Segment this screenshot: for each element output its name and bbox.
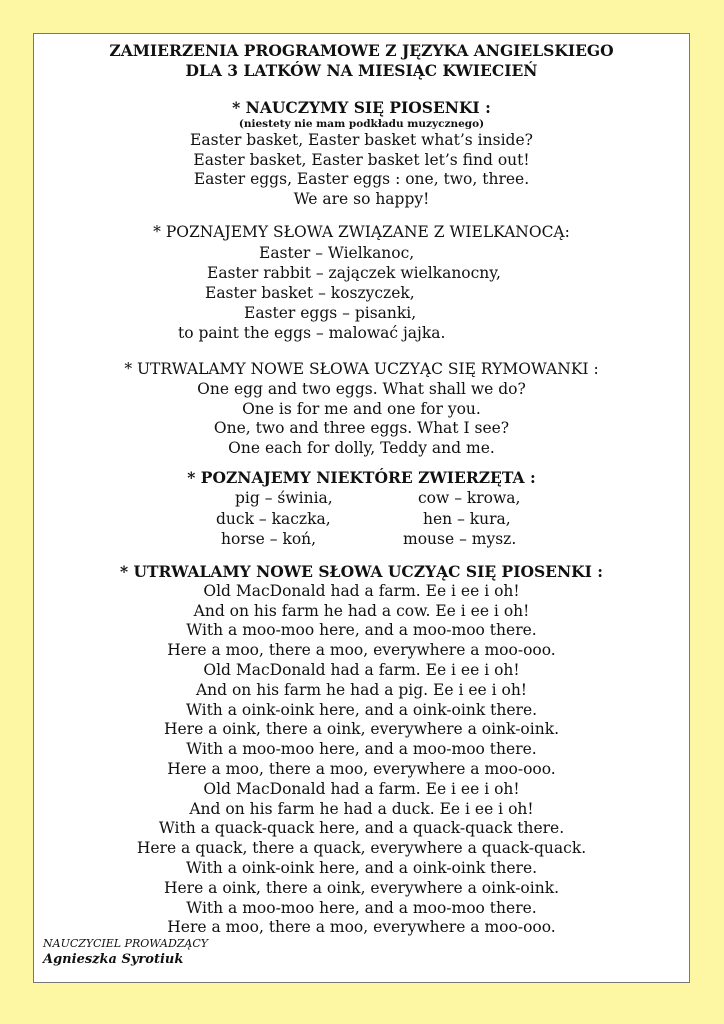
animal-item: pig – świnia, — [235, 489, 333, 507]
song-line: With a moo-moo here, and a moo-moo there. — [186, 621, 537, 640]
animal-item: hen – kura, — [423, 509, 511, 528]
song-line: And on his farm he had a duck. Ee i ee i oh! — [189, 799, 534, 818]
section-easter-vocabulary — [34, 223, 689, 342]
song-line: Here a oink, there a oink, everywhere a oink-oink. — [163, 878, 560, 897]
animal-item: horse – koń, — [221, 530, 317, 548]
song-line: Here a moo, there a moo, everywhere a moo-ooo. — [167, 641, 556, 660]
song-line: With a oink-oink here, and a oink-oink there. — [185, 858, 538, 877]
rhyme-line: One egg and two eggs. What shall we do? — [197, 379, 526, 398]
song-line: With a moo-moo here, and a moo-moo there. — [186, 898, 537, 917]
vocabulary-item: Easter basket – koszyczek, — [205, 283, 415, 302]
section-farm-song — [34, 562, 689, 938]
vocabulary-item: to paint the eggs – malować jajka. — [178, 323, 446, 342]
song-line: With a quack-quack here, and a quack-quack there. — [158, 819, 565, 838]
section-easter-song — [34, 98, 689, 210]
vocabulary-item: Easter – Wielkanoc, — [259, 243, 415, 262]
song-line: Here a moo, there a moo, everywhere a moo-ooo. — [167, 918, 556, 937]
song-line: Here a oink, there a oink, everywhere a oink-oink. — [163, 720, 560, 739]
song-line: And on his farm he had a cow. Ee i ee i oh! — [193, 601, 530, 620]
section-animals — [34, 468, 689, 548]
animal-list — [34, 488, 689, 550]
section-heading: * POZNAJEMY NIEKTÓRE ZWIERZĘTA : — [187, 468, 536, 487]
animal-row — [34, 488, 689, 509]
song-line: With a oink-oink here, and a oink-oink there. — [185, 700, 538, 719]
section-heading: * UTRWALAMY NOWE SŁOWA UCZYĄC SIĘ PIOSENKI : — [120, 562, 603, 581]
section-note: (niestety nie mam podkładu muzycznego) — [238, 117, 485, 130]
song-line: With a moo-moo here, and a moo-moo there. — [186, 740, 537, 759]
teacher-signature — [43, 937, 208, 969]
animal-item: duck – kaczka, — [216, 509, 331, 528]
vocabulary-item: Easter rabbit – zajączek wielkanocny, — [207, 263, 501, 282]
song-line: We are so happy! — [293, 190, 430, 209]
document-title-line-2: DLA 3 LATKÓW NA MIESIĄC KWIECIEŃ — [185, 61, 538, 80]
section-heading: * UTRWALAMY NOWE SŁOWA UCZYĄC SIĘ RYMOWANKI : — [124, 360, 599, 378]
animal-row — [34, 509, 689, 530]
song-line: Here a quack, there a quack, everywhere a quack-quack. — [136, 839, 587, 858]
rhyme-line: One each for dolly, Teddy and me. — [228, 439, 495, 458]
animal-item: cow – krowa, — [418, 489, 521, 507]
section-heading: * POZNAJEMY SŁOWA ZWIĄZANE Z WIELKANOCĄ: — [153, 223, 570, 241]
song-line: Easter eggs, Easter eggs : one, two, three. — [193, 170, 530, 189]
song-line: Here a moo, there a moo, everywhere a moo-ooo. — [167, 759, 556, 778]
teacher-name: Agnieszka Syrotiuk — [43, 952, 184, 967]
teacher-role: NAUCZYCIEL PROWADZĄCY — [43, 937, 209, 950]
song-line: And on his farm he had a pig. Ee i ee i oh! — [195, 680, 528, 699]
animal-row — [34, 529, 689, 550]
rhyme-line: One is for me and one for you. — [242, 399, 481, 418]
vocabulary-item: Easter eggs – pisanki, — [244, 303, 417, 322]
song-line: Easter basket, Easter basket what’s inside? — [190, 130, 533, 149]
section-heading: * NAUCZYMY SIĘ PIOSENKI : — [232, 98, 491, 117]
animal-item: mouse – mysz. — [403, 530, 517, 548]
song-line: Old MacDonald had a farm. Ee i ee i oh! — [203, 779, 520, 798]
section-rhyme — [34, 360, 689, 459]
song-line: Easter basket, Easter basket let’s find out! — [193, 150, 530, 169]
document-title-line-1: ZAMIERZENIA PROGRAMOWE Z JĘZYKA ANGIELSKIEGO — [109, 41, 614, 60]
document-page — [33, 33, 690, 983]
song-line: Old MacDonald had a farm. Ee i ee i oh! — [203, 660, 520, 679]
song-line: Old MacDonald had a farm. Ee i ee i oh! — [203, 581, 520, 600]
rhyme-line: One, two and three eggs. What I see? — [213, 419, 510, 438]
